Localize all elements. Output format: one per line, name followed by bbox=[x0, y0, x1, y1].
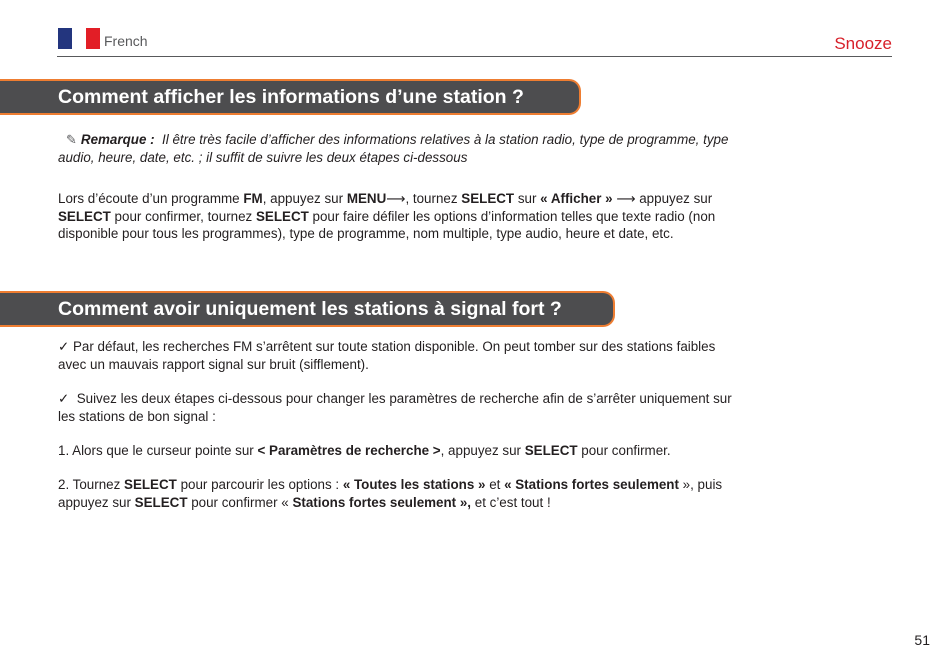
text-run: , appuyez sur bbox=[440, 443, 525, 458]
check-icon: ✓ bbox=[58, 339, 70, 354]
text-run-bold: SELECT bbox=[134, 494, 188, 510]
text-run: pour confirmer. bbox=[577, 443, 671, 458]
heading-strong-stations: Comment avoir uniquement les stations à signal fort ? bbox=[58, 298, 562, 320]
section-title: Snooze bbox=[834, 34, 892, 53]
header-divider bbox=[57, 56, 892, 57]
text-run: sur bbox=[514, 191, 541, 206]
text-run-bold: MENU bbox=[346, 191, 387, 206]
text-run-bold: < Paramètres de recherche > bbox=[257, 443, 441, 458]
section-banner-strong-stations bbox=[0, 291, 615, 327]
french-flag-icon bbox=[58, 28, 100, 49]
text-run: pour confirmer, tournez bbox=[110, 208, 256, 224]
text-run: et c’est tout ! bbox=[471, 494, 551, 510]
text-run-bold: « Toutes les stations » bbox=[342, 477, 486, 492]
language-label: French bbox=[104, 33, 148, 49]
section-banner-display-info bbox=[0, 79, 581, 115]
change-settings-text: Suivez les deux étapes ci-dessous pour changer les paramètres de recherche afin de s’arrêter uniquement sur les stations de bon signal : bbox=[58, 391, 732, 424]
text-run-bold: SELECT bbox=[255, 208, 309, 224]
note-text: Il être très facile d’afficher des informations relatives à la station radio, type de programme, type audio, heure, date, etc. ; il suffit de suivre les deux étapes ci-dessous bbox=[58, 132, 729, 165]
text-run: 1. Alors que le curseur pointe sur bbox=[58, 443, 258, 458]
default-search-text: Par défaut, les recherches FM s’arrêtent sur toute station disponible. On peut tomber sur des stations faibles avec un mauvais rapport signal sur bruit (sifflement). bbox=[58, 339, 716, 372]
text-run: pour faire défiler les options d’information telles que texte radio (non disponible pour tous les programmes), type de programme, nom multiple, type audio, heure et date, etc. bbox=[58, 208, 716, 241]
display-info-instructions bbox=[58, 190, 738, 243]
text-run-bold: Stations fortes seulement », bbox=[292, 494, 472, 510]
text-run: Lors d’écoute d’un programme bbox=[58, 191, 244, 206]
text-run-bold: « Afficher » bbox=[540, 191, 613, 206]
text-run-bold: « Stations fortes seulement bbox=[504, 477, 679, 492]
page-number: 51 bbox=[914, 632, 930, 648]
text-run-bold: FM bbox=[243, 191, 263, 206]
text-run: pour parcourir les options : bbox=[176, 477, 343, 492]
default-search-paragraph bbox=[58, 338, 738, 373]
text-run-bold: SELECT bbox=[524, 443, 578, 458]
text-run: ⟶, tournez bbox=[386, 191, 462, 206]
text-run: pour confirmer « bbox=[187, 494, 293, 510]
step-2 bbox=[58, 476, 738, 511]
step-1 bbox=[58, 442, 738, 460]
heading-display-info: Comment afficher les informations d’une station ? bbox=[58, 86, 524, 108]
text-run: et bbox=[485, 477, 505, 492]
text-run: », puis appuyez sur bbox=[58, 477, 723, 510]
note-paragraph bbox=[58, 131, 738, 166]
text-run-bold: SELECT bbox=[461, 191, 515, 206]
check-icon: ✓ bbox=[58, 391, 70, 406]
pencil-icon: ✎ bbox=[66, 132, 77, 147]
change-settings-paragraph bbox=[58, 390, 738, 425]
text-run-bold: SELECT bbox=[124, 477, 177, 492]
text-run-bold: SELECT bbox=[58, 208, 111, 224]
text-run: 2. Tournez bbox=[58, 477, 125, 492]
note-label: Remarque : bbox=[80, 132, 155, 147]
text-run: ⟶ appuyez sur bbox=[612, 191, 713, 206]
text-run: , appuyez sur bbox=[262, 191, 347, 206]
